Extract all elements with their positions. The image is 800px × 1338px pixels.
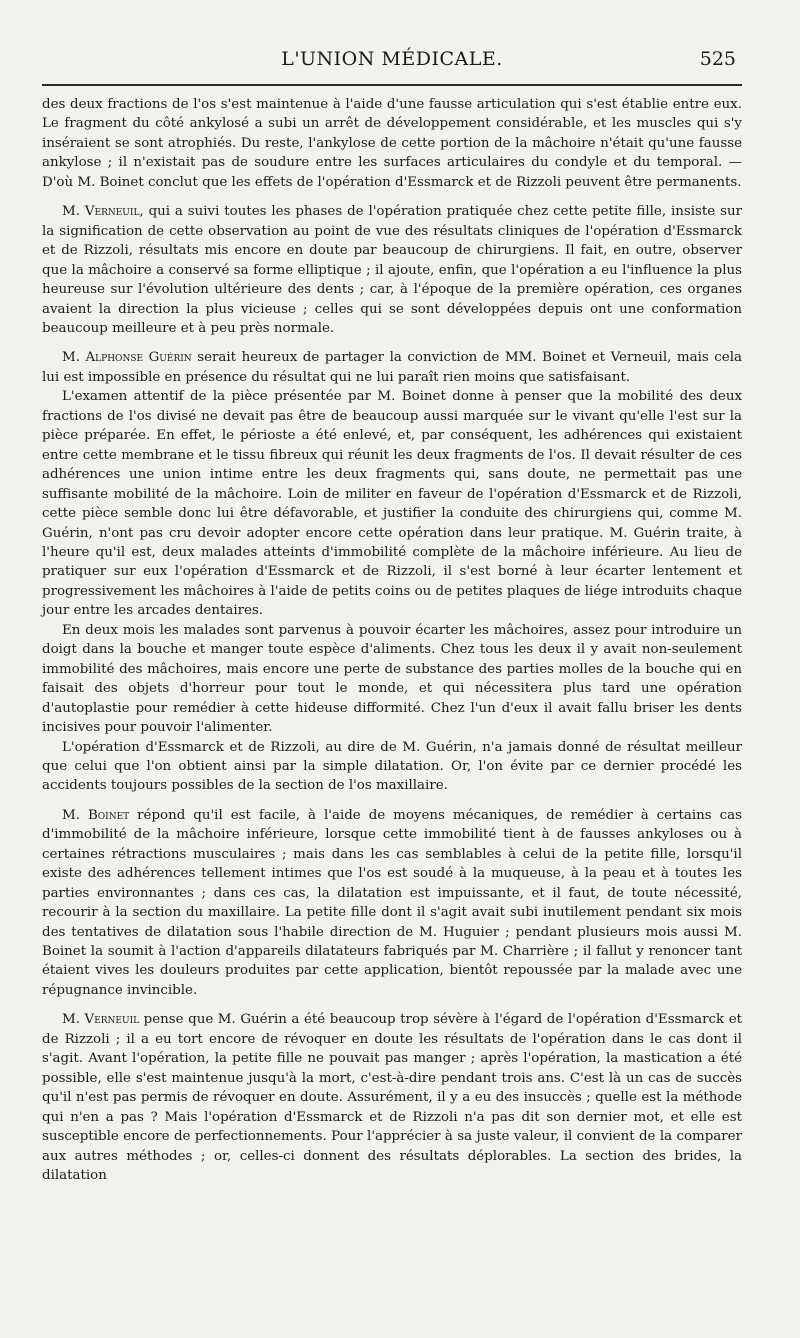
speaker-name: M. Verneuil (62, 1012, 140, 1028)
paragraph-text: L'examen attentif de la pièce présentée par M. Boinet donne à penser que la mobilité des deux fractions de l'os divisé ne devait pas être de beaucoup aussi marquée sur le vivant qu'elle l'est sur la pièce préparée. En effet, le périoste a été enlevé, et, par conséquent, les adhérences qui existaient entre cette membrane et le tissu fibreux qui réunit les deux fragments de l'os. Il devait résulter de ces adhérences une union intime entre les deux fragments qui, sans doute, ne permettait pas une suffisante mobilité de la mâchoire. Loin de militer en faveur de l'opération d'Essmarck et de Rizzoli, cette pièce semble donc lui être défavorable, et justifier la conduite des chirurgiens qui, comme M. Guérin, n'ont pas cru devoir adopter encore cette opération dans leur pratique. M. Guérin traite, à l'heure qu'il est, deux malades atteints d'immobilité complète de la mâchoire inférieure. Au lieu de pratiquer sur eux l'opération d'Essmarck et de Rizzoli, il s'est borné à leur écarter lentement et progressivement les mâchoires à l'aide de petits coins ou de petites plaques de liége introduits chaque jour entre les arcades dentaires. (42, 389, 742, 619)
paragraph-examen (42, 387, 742, 620)
paragraph-text: des deux fractions de l'os s'est maintenue à l'aide d'une fausse articulation qui s'est établie entre eux. Le fragment du côté ankylosé a subi un arrêt de développement considérable, et les muscles qui s'y inséraient se sont atrophiés. Du reste, l'ankylose de cette portion de la mâchoire n'était qu'une fausse ankylose ; il n'existait pas de soudure entre les surfaces articulaires du condyle et du temporal. — D'où M. Boinet conclut que les effets de l'opération d'Essmarck et de Rizzoli peuvent être permanents. (42, 97, 742, 190)
paragraph-text: répond qu'il est facile, à l'aide de moyens mécaniques, de remédier à certains cas d'immobilité de la mâchoire inférieure, lorsque cette immobilité tient à de fausses ankyloses ou à certaines rétractions musculaires ; mais dans les cas semblables à celui de la petite fille, lorsqu'il existe des adhérences tellement intimes que l'os est soudé à la muqueuse, à la peau et à toutes les parties environnantes ; dans ces cas, la dilatation est impuissante, et il faut, de toute nécessité, recourir à la section du maxillaire. La petite fille dont il s'agit avait subi inutilement pendant six mois des tentatives de dilatation sous l'habile direction de M. Huguier ; pendant plusieurs mois aussi M. Boinet la soumit à l'action d'appareils dilatateurs fabriqués par M. Charrière ; il fallut y renoncer tant étaient vives les douleurs produites par cette application, bientôt repoussée par la malade avec une répugnance invincible. (42, 807, 742, 998)
paragraph-text: serait heureux de partager la conviction de MM. Boinet et Verneuil, mais cela lui est impossible en présence du résultat qui ne lui paraît rien moins que satisfaisant. (42, 350, 742, 385)
speaker-name: M. Boinet (62, 807, 130, 823)
header-rule (42, 84, 742, 86)
speaker-name: M. Alphonse Guérin (62, 350, 192, 366)
paragraph-guerin (42, 348, 742, 387)
paragraph-operation (42, 738, 742, 796)
paragraph-verneuil-2 (42, 1010, 742, 1185)
running-title: L'UNION MÉDICALE. (281, 48, 503, 70)
page-header (42, 44, 742, 78)
speaker-name: M. Verneuil, (62, 204, 144, 220)
paragraph-deux-mois (42, 621, 742, 738)
paragraph-text: pense que M. Guérin a été beaucoup trop sévère à l'égard de l'opération d'Essmarck et de Rizzoli ; il a eu tort encore de révoquer en doute les résultats de l'opération dans le cas dont il s'agit. Avant l'opération, la petite fille ne pouvait pas manger ; après l'opération, la mastication a été possible, elle s'est maintenue jusqu'à la mort, c'est-à-dire pendant trois ans. C'est là un cas de succès qu'il n'est pas permis de révoquer en doute. Assurément, il y a eu des insuccès ; quelle est la méthode qui n'en a pas ? Mais l'opération d'Essmarck et de Rizzoli n'a pas dit son dernier mot, et elle est susceptible encore de perfectionnements. Pour l'apprécier à sa juste valeur, il convient de la comparer aux autres méthodes ; or, celles-ci donnent des résultats déplorables. La section des brides, la dilatation (42, 1012, 742, 1184)
body-text (42, 95, 742, 1185)
paragraph-verneuil (42, 202, 742, 338)
paragraph-boinet (42, 806, 742, 1001)
page-number: 525 (699, 48, 736, 70)
paragraph-text: En deux mois les malades sont parvenus à pouvoir écarter les mâchoires, assez pour introduire un doigt dans la bouche et manger toute espèce d'aliments. Chez tous les deux il y avait non-seulement immobilité des mâchoires, mais encore une perte de substance des parties molles de la bouche qui en faisait des objets d'horreur pour tout le monde, et qui nécessitera plus tard une opération d'autoplastie pour remédier à cette hideuse difformité. Chez l'un d'eux il avait fallu briser les dents incisives pour pouvoir l'alimenter. (42, 622, 742, 736)
paragraph-text: L'opération d'Essmarck et de Rizzoli, au dire de M. Guérin, n'a jamais donné de résultat meilleur que celui que l'on obtient ainsi par la simple dilatation. Or, l'on évite par ce dernier procédé les accidents toujours possibles de la section de l'os maxillaire. (42, 739, 742, 794)
paragraph-text: qui a suivi toutes les phases de l'opération pratiquée chez cette petite fille, insiste sur la signification de cette observation au point de vue des résultats cliniques de l'opération d'Essmarck et de Rizzoli, résultats mis encore en doute par beaucoup de chirurgiens. Il fait, en outre, observer que la mâchoire a conservé sa forme elliptique ; il ajoute, enfin, que l'opération a eu l'influence la plus heureuse sur l'évolution ultérieure des dents ; car, à l'époque de la première opération, ces organes avaient la direction la plus vicieuse ; celles qui se sont développées depuis ont une conformation beaucoup meilleure et à peu près normale. (42, 204, 742, 336)
paragraph-continuation (42, 95, 742, 192)
